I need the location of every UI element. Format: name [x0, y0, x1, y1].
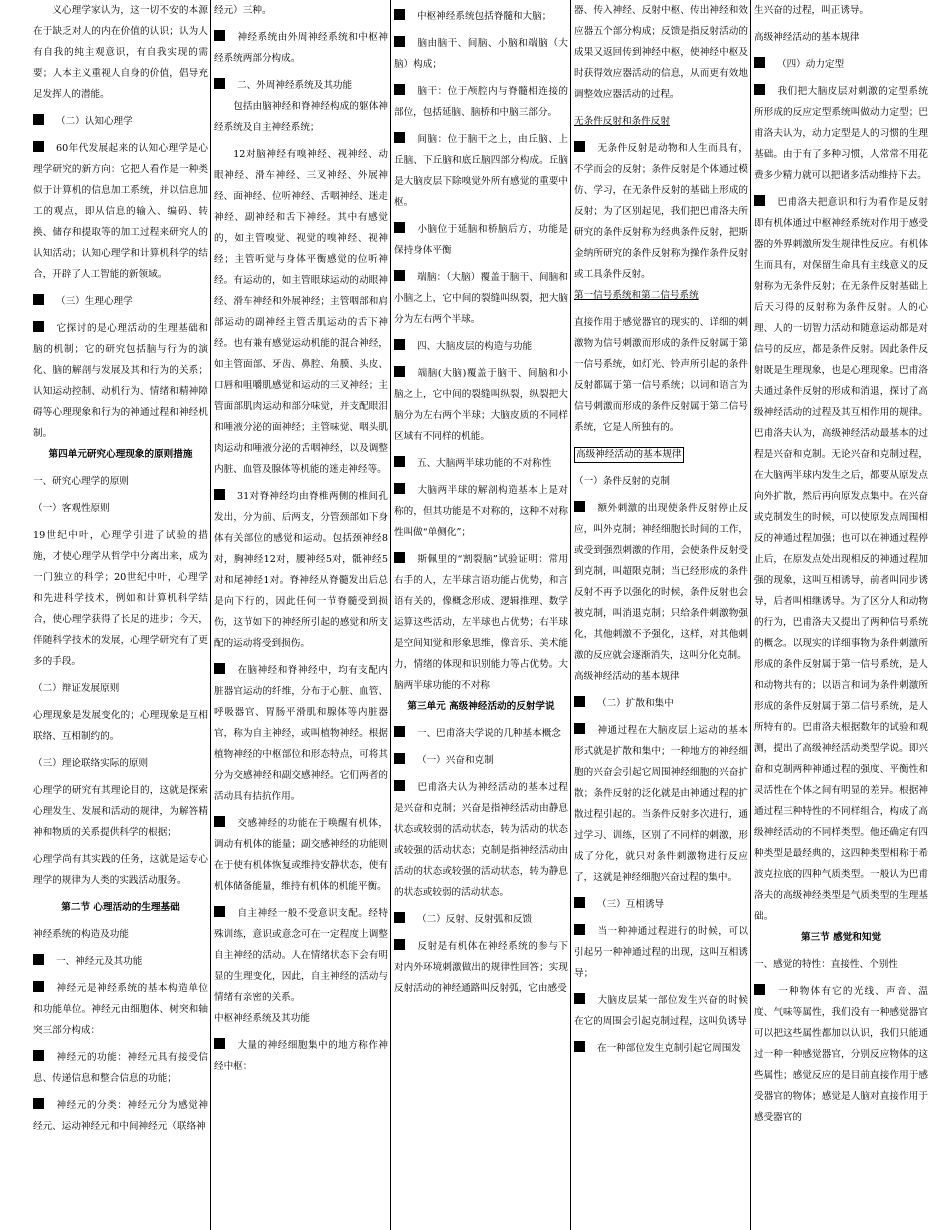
bullet-paragraph: [754, 81, 928, 186]
paragraph: （三）理论联络实际的原则: [33, 758, 149, 769]
bullet-paragraph: [394, 936, 568, 999]
paragraph: 神经系统的构造及功能: [33, 929, 129, 940]
column-2: [210, 0, 390, 1230]
underlined-heading: 无条件反射和条件反射: [574, 116, 670, 127]
paragraph-text: 巴甫洛夫把意识和行为看作是反射即有机体通过中枢神经系统对作用于感受器的外界刺激所发生规律性反应。有机体生而具有，对保留生命具有主线意义的反射称为无条件反射；在无条件反射基础上后天习得的反射称为条件反射。人的心理、人的一切智力活动和随意运动都是对信号的反应，都是条件反射。因此条件反射既是生理现象，也是心理现象。巴甫洛夫通过条件反射的形成和消退，探讨了高级神经活动的过程及其互相作用的规律。巴甫洛夫认为，高级神经活动最基本的过程是兴奋和克制。无论兴奋和克制过程，在大脑两半球内发生之后，都要从原发点向外扩散，然后再向原发点集中。在兴奋或克制发生的时候，可以使原发点周围相反的神通过程加强；也可以在神通过程停止后，在原发点处出现相反的神通过程加强的现象，这叫互相诱导，前者叫同步诱导，后者叫相继诱导。为了区分人和动物的行为，巴甫洛夫又提出了两种信号系统的概念。以现实的详细事物为条件刺激所形成的条件反射属于第一信号系统，是人和动物共有的；以语言和词为条件刺激所形成的条件反射属于第二信号系统，是人所特有的。巴甫洛夫根据数年的试验和观测，提出了高级神经活动类型学说。即兴奋和克制两种神通过程的强度、平衡性和灵活性在个体之间有明显的差异。根据神通过程三种特性的不同样组合，构成了高级神经活动的不同样类型。他还确定有四种类型是最经典的，这四种类型相称于希波克拉底的四种气质类型。一般认为巴甫洛夫的高级神经类型是气质类型的生理基础。: [754, 197, 928, 922]
bullet-paragraph: [394, 267, 568, 330]
bullet-paragraph: [394, 129, 568, 213]
paragraph: 心理现象是发展变化的；心理现象是互相联络、互相制约的。: [33, 710, 208, 742]
square-bullet-icon: [394, 36, 405, 47]
bullet-paragraph: [214, 903, 388, 1008]
square-bullet-icon: [394, 456, 405, 467]
paragraph: （二）辩证发展原则: [33, 683, 120, 694]
boxed-heading-text: 高级神经活动的基本规律: [574, 447, 684, 463]
paragraph: 一、感觉的特性：直接性、个别性: [754, 959, 898, 970]
paragraph: 直接作用于感觉器官的现实的、详细的刺激物为信号刺激而形成的条件反射属于第一信号系统，如灯光、铃声所引起的条件反射都属于第一信号系统；以词和语言为信号刺激而形成的条件反射属于第二信号系统，它是人所独有的。: [574, 317, 748, 433]
paragraph-text: 一种物体有它的光线、声音、温度、气味等属性，我们没有一种感觉器官可以把这些属性都加以认识，我们只能通过一种一种感觉器官，分别反应物体的这些属性；感觉反应的是目前直接作用于感受器官的物体；感觉是人脑对直接作用于感受器官的: [754, 986, 928, 1123]
paragraph-text: 大脑两半球的解剖构造基本上是对称的，但其功能是不对称的，这种不对称性叫做“单侧化”；: [394, 485, 568, 538]
bullet-paragraph: [574, 990, 748, 1032]
paragraph-text: 一、神经元及其功能: [56, 956, 143, 967]
square-bullet-icon: [33, 1050, 44, 1061]
square-bullet-icon: [394, 366, 405, 377]
paragraph-text: 无条件反射是动物和人生而具有，不学而会的反射；条件反射是个体通过模仿、学习，在无条件反射的基础上形成的反射；为了区别起见，我们把巴甫洛夫所研究的条件反射称为经典条件反射，把斯金纳所研究的条件反射称为操作条件反射或工具条件反射。: [574, 143, 748, 280]
bullet-paragraph: [394, 723, 568, 744]
paragraph-text: （二）扩散和集中: [597, 698, 674, 709]
paragraph-text: 反射是有机体在神经系统的参与下对内外环境刺激做出的规律性回答；实现反射活动的神经通路叫反射弧，它由感受: [394, 941, 568, 994]
bullet-paragraph: [33, 1095, 208, 1137]
bullet-paragraph: [394, 909, 568, 930]
paragraph-text: （一）兴奋和克制: [417, 755, 494, 766]
paragraph-text: 大脑皮层某一部位发生兴奋的时候在它的周围会引起克制过程，这叫负诱导: [574, 995, 748, 1027]
paragraph-text: 在脑神经和脊神经中，均有支配内脏器官运动的纤维，分布于心脏、血管、呼吸器官、胃肠平滑肌和腺体等内脏器官，称为自主神经，或叫植物神经。根据植物神经的中枢部位和形态特点，可将其分为交感神经和副交感神经。它们两者的活动具有拮抗作用。: [214, 665, 388, 802]
column-4: [570, 0, 750, 1230]
bullet-paragraph: [574, 498, 748, 666]
square-bullet-icon: [214, 906, 225, 917]
bullet-paragraph: [394, 453, 568, 474]
paragraph: 包括由脑神经和脊神经构成的躯体神经系统及自主神经系统；: [214, 101, 388, 133]
section-heading: 第二节 心理活动的生理基础: [61, 902, 180, 913]
bullet-paragraph: [214, 27, 388, 69]
square-bullet-icon: [574, 993, 585, 1004]
bullet-paragraph: [214, 813, 388, 897]
paragraph-text: 小脑位于延脑和桥脑后方，功能是保持身体平衡: [394, 224, 568, 256]
paragraph-text: 在一种部位发生克制引起它周围发: [597, 1043, 741, 1054]
square-bullet-icon: [33, 321, 44, 332]
underlined-heading: 第一信号系统和第二信号系统: [574, 290, 699, 301]
paragraph: 高级神经活动的基本规律: [754, 32, 860, 43]
bullet-paragraph: [214, 486, 388, 654]
section-heading: 第四单元研究心理现象的原则措施: [48, 449, 193, 460]
bullet-paragraph: [33, 978, 208, 1041]
paragraph: （一）客观性原则: [33, 503, 110, 514]
square-bullet-icon: [394, 9, 405, 20]
paragraph: 12对脑神经有嗅神经、视神经、动眼神经、滑车神经、三叉神经、外展神经、面神经、位听神经、舌咽神经、迷走神经、副神经和舌下神经。其中有感觉的，如主管嗅觉、视觉的嗅神经、视神经；主管听觉与身体平衡感觉的位听神经。有运动的，如主管眼球运动的动眼神经、滑车神经和外展神经；主管咽部和肩部运动的副神经主管舌肌运动的舌下神经。也有兼有感觉运动机能的混合神经，如主管面部、牙齿、鼻腔、角膜、头皮、口唇和咀嚼肌感觉和运动的三叉神经；主管面部肌肉运动和部分味觉，并支配眼泪和唾液分泌的面神经；主管味觉、咽头肌肉运动和唾液分泌的舌咽神经，以及调整内脏、血管及腺体等机能的迷走神经等。: [214, 149, 388, 475]
bullet-paragraph: [33, 138, 208, 285]
paragraph-text: 五、大脑两半球功能的不对称性: [417, 458, 552, 469]
square-bullet-icon: [394, 483, 405, 494]
bullet-paragraph: [214, 1035, 388, 1077]
paragraph-text: 60年代发展起来的认知心理学是心理学研究的新方向：它把人看作是一种类似于计算机的信息加工系统，并以信息加工的观点，即从信息的输入、编码、转换、储存和提取等的加工过程来研究人的认知活动；认知心理学和计算机科学的结合，开辟了人工智能的新领域。: [33, 143, 208, 280]
paragraph-text: 间脑：位于脑干之上，由丘脑、上丘脑、下丘脑和底丘脑四部分构成。丘脑是大脑皮层下除嗅觉外所有感觉的重要中枢。: [394, 134, 568, 208]
square-bullet-icon: [33, 141, 44, 152]
paragraph-text: 神经元的功能：神经元具有接受信息、传递信息和整合信息的功能；: [33, 1052, 208, 1084]
boxed-heading: [574, 444, 748, 465]
paragraph-text: 我们把大脑皮层对刺激的定型系统所形成的反应定型系统叫做动力定型；巴甫洛夫认为，动力定型是人的习惯的生理基础。由于有了多种习惯，人常常不用花费多少精力就可以把诸多活动维持下去。: [754, 86, 928, 181]
column-1: [30, 0, 210, 1230]
paragraph: 器、传入神经、反射中枢、传出神经和效应器五个部分构成；反馈是指反射活动的成果又返回传到神经中枢，使神经中枢及时获得效应器活动的信息，从而更有效地调整效应器活动的过程。: [574, 5, 748, 100]
square-bullet-icon: [574, 897, 585, 908]
paragraph: 心理学的研究有其理论目的，这就是探索心理发生、发展和活动的规律，为解答精神和物质的关系提供科学的根据；: [33, 785, 208, 838]
bullet-paragraph: [394, 81, 568, 123]
bullet-paragraph: [394, 549, 568, 696]
bullet-paragraph: [394, 33, 568, 75]
square-bullet-icon: [214, 816, 225, 827]
square-bullet-icon: [394, 780, 405, 791]
paragraph: 中枢神经系统及其功能: [214, 1013, 310, 1024]
paragraph-text: （三）互相诱导: [597, 899, 665, 910]
paragraph: （一）条件反射的克制: [574, 476, 670, 487]
paragraph: 生兴奋的过程，叫正诱导。: [754, 5, 870, 16]
paragraph-text: 神经系统由外周神经系统和中枢神经系统两部分构成。: [214, 32, 388, 64]
paragraph: 一、研究心理学的原则: [33, 476, 129, 487]
paragraph-text: 自主神经一般不受意识支配。经特殊训练，意识或意念可在一定程度上调整自主神经的活动。人在情绪状态下会有明显的生理变化，因此，自主神经的活动与情绪有亲密的关系。: [214, 908, 388, 1003]
paragraph-text: 脑干：位于颅腔内与脊髓相连接的部位，包括延脑、脑桥和中脑三部分。: [394, 86, 568, 118]
square-bullet-icon: [33, 1098, 44, 1109]
square-bullet-icon: [214, 489, 225, 500]
square-bullet-icon: [394, 339, 405, 350]
bullet-paragraph: [394, 219, 568, 261]
square-bullet-icon: [214, 1038, 225, 1049]
square-bullet-icon: [574, 723, 585, 734]
bullet-paragraph: [574, 1038, 748, 1059]
square-bullet-icon: [33, 294, 44, 305]
square-bullet-icon: [394, 726, 405, 737]
paragraph-text: 额外刺激的出现使条件反射停止反应，叫外克制；神经细胞长时间的工作，或受到强烈刺激的作用，会使条件反射受到克制，叫超限克制；当已经形成的条件反射不再予以强化的时候，条件反射也会被克制，叫消退克制；只给条件刺激物强化，其他刺激不予强化，这样，对其他刺激的反应就会逐渐消失，这叫分化克制。: [574, 503, 748, 661]
bullet-paragraph: [33, 111, 208, 132]
document-page: [30, 0, 930, 1230]
paragraph: 19世纪中叶，心理学引进了试验的措施，才使心理学从哲学中分离出来，成为一门独立的科学；20世纪中叶，心理学和先进科学技术，例如和计算机科学结合，使心理学获得了长足的进步；今天，伴随科学技术的发展，心理学研究有了更多的手段。: [33, 530, 208, 667]
square-bullet-icon: [394, 753, 405, 764]
bullet-paragraph: [394, 480, 568, 543]
paragraph-text: 一、巴甫洛夫学说的几种基本概念: [417, 728, 561, 739]
paragraph-text: 交感神经的功能在于唤醒有机体，调动有机体的能量；副交感神经的功能则在于使有机体恢复或维持安静状态，使有机体储备能量，维持有机体的机能平衡。: [214, 818, 388, 892]
bullet-paragraph: [33, 318, 208, 444]
paragraph-text: （二）反射、反射弧和反馈: [417, 914, 533, 925]
paragraph-text: 大量的神经细胞集中的地方称作神经中枢：: [214, 1040, 388, 1072]
bullet-paragraph: [394, 363, 568, 447]
square-bullet-icon: [574, 1041, 585, 1052]
bullet-paragraph: [574, 720, 748, 888]
square-bullet-icon: [214, 663, 225, 674]
bullet-paragraph: [33, 1047, 208, 1089]
square-bullet-icon: [754, 195, 765, 206]
square-bullet-icon: [574, 141, 585, 152]
paragraph: 心理学尚有其实践的任务，这就是运专心理学的规律为人类的实践活动服务。: [33, 854, 208, 886]
column-3: [390, 0, 570, 1230]
paragraph-text: 神通过程在大脑皮层上运动的基本形式就是扩散和集中；一种地方的神经细胞的兴奋会引起它周围神经细胞的兴奋扩散；条件反射的泛化就是由神通过程的扩散过程引起的。当条件反射多次进行，通过学习、训练，区别了不同样的刺激，形成了分化，就只对条件刺激物进行反应了，这就是神经细胞兴奋过程的集中。: [574, 725, 748, 883]
square-bullet-icon: [33, 114, 44, 125]
bullet-paragraph: [214, 75, 388, 96]
paragraph-text: 二、外周神经系统及其功能: [237, 80, 353, 91]
bullet-paragraph: [574, 138, 748, 285]
paragraph-text: 端脑：（大脑）覆盖于脑干、间脑和小脑之上，它中间的裂缝叫纵裂，把大脑分为左右两个半球。: [394, 272, 568, 325]
section-heading: 第三单元 高级神经活动的反射学说: [407, 701, 555, 712]
square-bullet-icon: [574, 501, 585, 512]
paragraph-text: 端脑(大脑)覆盖于脑干、间脑和小脑之上，它中间的裂缝叫纵裂，纵裂把大脑分为左右两个半球；大脑皮质的不同样区域有不同样的机能。: [394, 368, 568, 442]
paragraph-text: 当一种神通过程进行的时候，可以引起另一种神通过程的出现，这叫互相诱导；: [574, 926, 748, 979]
square-bullet-icon: [754, 984, 765, 995]
paragraph-text: 脑由脑干、间脑、小脑和端脑（大脑）构成；: [394, 38, 568, 70]
column-5: [750, 0, 930, 1230]
square-bullet-icon: [394, 912, 405, 923]
square-bullet-icon: [574, 924, 585, 935]
bullet-paragraph: [394, 6, 568, 27]
square-bullet-icon: [394, 939, 405, 950]
bullet-paragraph: [574, 894, 748, 915]
square-bullet-icon: [754, 84, 765, 95]
paragraph-text: （二）认知心理学: [56, 116, 133, 127]
bullet-paragraph: [33, 951, 208, 972]
paragraph: 经元）三种。: [214, 5, 272, 16]
bullet-paragraph: [574, 921, 748, 984]
square-bullet-icon: [33, 981, 44, 992]
paragraph-text: 神经元的分类：神经元分为感觉神经元、运动神经元和中间神经元（联络神: [33, 1100, 208, 1132]
paragraph-text: 31对脊神经均由脊椎两侧的椎间孔发出，分为前、后两支，分管颈部如下身体有关部位的感觉和运动。包括颈神经8对，胸神经12对，腰神经5对，骶神经5对和尾神经1对。脊神经从脊髓发出后总是向下行的，因此任何一节脊髓受到损伤，这节如下的神经所引起的感觉和所支配的运动将受到损伤。: [214, 491, 388, 649]
square-bullet-icon: [394, 222, 405, 233]
paragraph-text: 它探讨的是心理活动的生理基础和脑的机制；它的研究包括脑与行为的演化、脑的解剖与发展及其和行为的关系；认知运动控制、动机行为、情绪和精神障碍等心理现象和行为的神通过程和神经机制。: [33, 323, 208, 439]
paragraph: 高级神经活动的基本规律: [574, 671, 680, 682]
paragraph-text: 四、大脑皮层的构造与功能: [417, 341, 533, 352]
bullet-paragraph: [394, 777, 568, 903]
square-bullet-icon: [394, 84, 405, 95]
square-bullet-icon: [33, 954, 44, 965]
bullet-paragraph: [33, 291, 208, 312]
paragraph-text: （四）动力定型: [777, 59, 845, 70]
bullet-paragraph: [754, 54, 928, 75]
square-bullet-icon: [394, 552, 405, 563]
square-bullet-icon: [574, 696, 585, 707]
bullet-paragraph: [394, 750, 568, 771]
square-bullet-icon: [394, 270, 405, 281]
square-bullet-icon: [214, 30, 225, 41]
paragraph-text: 神经元是神经系统的基本构造单位和功能单位。神经元由细胞体、树突和轴突三部分构成：: [33, 983, 208, 1036]
bullet-paragraph: [394, 336, 568, 357]
square-bullet-icon: [214, 78, 225, 89]
square-bullet-icon: [754, 57, 765, 68]
square-bullet-icon: [394, 132, 405, 143]
paragraph-text: 巴甫洛夫认为神经活动的基本过程是兴奋和克制；兴奋是指神经活动由静息状态或较弱的活动状态，转为活动的状态或较强的活动状态；克制是指神经活动由活动的状态或较强的活动状态，转为静息的状态或较弱的活动状态。: [394, 782, 568, 898]
paragraph: 义心理学家认为，这一切不安的本源在于缺乏对人的内在价值的认识；认为人有自我的纯主观意识，有自我实现的需要；人本主义重视人自身的价值，倡导充足发挥人的潜能。: [33, 5, 208, 100]
bullet-paragraph: [754, 981, 928, 1128]
paragraph-text: （三）生理心理学: [56, 296, 133, 307]
bullet-paragraph: [214, 660, 388, 807]
section-heading: 第三节 感觉和知觉: [800, 932, 882, 943]
bullet-paragraph: [574, 693, 748, 714]
paragraph-text: 斯佩里的“割裂脑”试验证明：常用右手的人，左半球言语功能占优势，和言语有关的，像概念形成、逻辑推理、数学运算这些活动，左半球也占优势；右半球是空间知觉和形象思维，像音乐、美术能力，情绪的体现和识别能力等占优势。大脑两半球功能的不对称: [394, 554, 568, 691]
bullet-paragraph: [754, 192, 928, 927]
paragraph-text: 中枢神经系统包括脊髓和大脑；: [417, 11, 552, 22]
